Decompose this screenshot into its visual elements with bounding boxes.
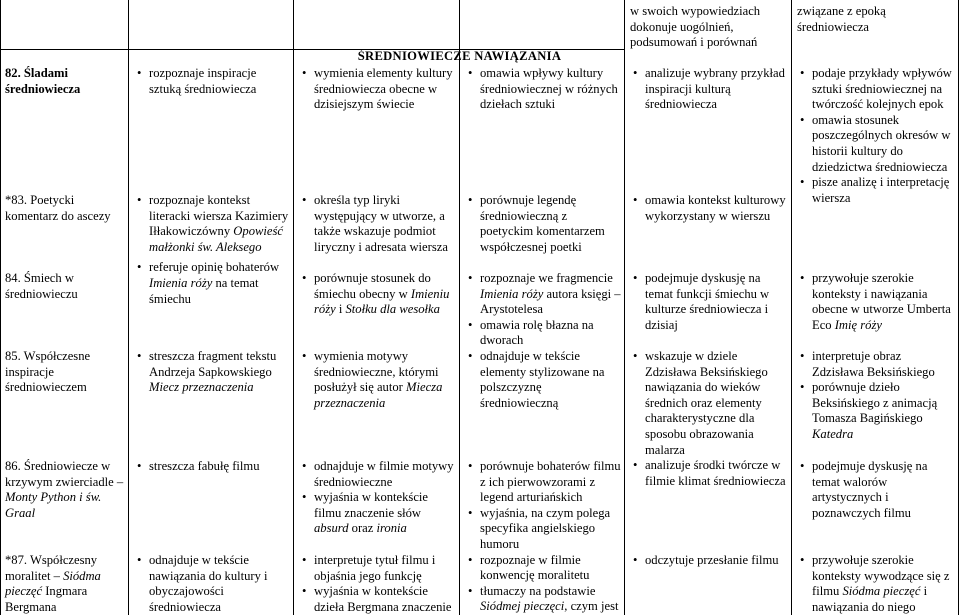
list-item: • wymienia motywy średniowieczne, którymi posłużył się autor Miecza przeznaczenia <box>299 349 455 411</box>
col4-r84-85 <box>465 271 621 411</box>
table-border-right <box>958 0 959 615</box>
row-divider <box>0 49 128 50</box>
col5-r87 <box>630 553 788 569</box>
topic-85: 85. Współczesne inspiracje średniowieczem <box>5 349 91 395</box>
list-item: • wskazuje w dziele Zdzisława Beksińskiego nawiązania do wieków średnich oraz elementy charakterystyczne dla sposobu obrazowania malarza <box>630 349 788 458</box>
list-item: • porównuje stosunek do śmiechu obecny w Imieniu róży i Stołku dla wesołka <box>299 271 455 318</box>
col3-r83 <box>299 193 455 255</box>
list-item: • pisze analizę i interpretację wiersza <box>797 175 955 206</box>
col6-r87 <box>797 553 955 615</box>
column-divider <box>128 0 129 615</box>
col6-r86 <box>797 459 955 521</box>
list-item: • odnajduje w tekście elementy stylizowane na polszczyznę średniowieczną <box>465 349 621 411</box>
list-item: • streszcza fragment tekstu Andrzeja Sapkowskiego Miecz przeznaczenia <box>134 349 289 396</box>
col2-r82 <box>134 66 289 97</box>
col4-r82 <box>465 66 621 113</box>
topic-84: 84. Śmiech w średniowieczu <box>5 271 78 301</box>
col5-r82 <box>630 66 788 113</box>
col2-r85 <box>134 349 289 396</box>
list-item: • analizuje środki twórcze w filmie klimat średniowiecza <box>630 458 788 489</box>
topic-87: *87. Współczesny moralitet – Siódma pieczęć Ingmara Bergmana <box>5 553 101 614</box>
section-heading: ŚREDNIOWIECZE NAWIĄZANIA <box>357 49 562 63</box>
list-item: • analizuje wybrany przykład inspiracji kulturą średniowiecza <box>630 66 788 113</box>
list-item: • podejmuje dyskusję na temat walorów artystycznych i poznawczych filmu <box>797 459 955 521</box>
col5-intro: w swoich wypowiedziach dokonuje uogólnień, podsumowań i porównań <box>630 4 761 50</box>
column-divider <box>293 0 294 615</box>
col5-r84 <box>630 271 788 333</box>
list-item: • porównuje bohaterów filmu z ich pierwowzorami z legend arturiańskich <box>465 459 621 506</box>
col2-r86 <box>134 459 289 475</box>
list-item: • rozpoznaje w filmie konwencję moralitetu <box>465 553 621 584</box>
topic-82: 82. Śladami średniowiecza <box>5 66 81 96</box>
list-item: • rozpoznaje kontekst literacki wiersza Kazimiery Iłłakowiczówny Opowieść małżonki św. Aleksego <box>134 193 289 255</box>
list-item: • odnajduje w tekście nawiązania do kultury i obyczajowości średniowiecza <box>134 553 289 615</box>
col3-r82 <box>299 66 455 113</box>
list-item: • rozpoznaje inspiracje sztuką średniowiecza <box>134 66 289 97</box>
list-item: • omawia rolę błazna na dworach <box>465 318 621 349</box>
col4-r86-87 <box>465 459 621 615</box>
col6-r85 <box>797 349 955 443</box>
list-item: • porównuje legendę średniowieczną z poetyckim komentarzem współczesnej poetki <box>465 193 621 255</box>
list-item: • wymienia elementy kultury średniowiecza obecne w dzisiejszym świecie <box>299 66 455 113</box>
list-item: • podaje przykłady wpływów sztuki średniowiecznej na twórczość kolejnych epok <box>797 66 955 113</box>
list-item: • określa typ liryki występujący w utworze, a także wskazuje podmiot liryczny i adresata wiersza <box>299 193 455 255</box>
list-item: • omawia wpływy kultury średniowiecznej w różnych dziełach sztuki <box>465 66 621 113</box>
list-item: • wyjaśnia w kontekście dzieła Bergmana znaczenie <box>299 584 455 615</box>
list-item: • odczytuje przesłanie filmu <box>630 553 788 569</box>
col6-intro: związane z epoką średniowiecza <box>797 4 886 34</box>
list-item: • referuje opinię bohaterów Imienia róży na temat śmiechu <box>134 260 289 307</box>
col3-r86 <box>299 459 455 537</box>
topic-86: 86. Średniowiecze w krzywym zwierciadle – Monty Python i św. Graal <box>5 459 124 520</box>
list-item: • rozpoznaje we fragmencie Imienia róży autora księgi – Arystotelesa <box>465 271 621 318</box>
column-divider <box>459 0 460 615</box>
column-divider <box>624 0 625 615</box>
column-divider <box>791 0 792 615</box>
list-item: • tłumaczy na podstawie Siódmej pieczęci, czym jest <box>465 584 621 615</box>
col6-r82 <box>797 66 955 206</box>
list-item: • wyjaśnia, na czym polega specyfika angielskiego humoru <box>465 506 621 553</box>
list-item: • streszcza fabułę filmu <box>134 459 289 475</box>
list-item: • wyjaśnia w kontekście filmu znaczenie słów absurd oraz ironia <box>299 490 455 537</box>
col5-r83 <box>630 193 788 224</box>
col5-r85 <box>630 349 788 489</box>
list-item: • odnajduje w filmie motywy średniowieczne <box>299 459 455 490</box>
col2-r83-84 <box>134 193 289 307</box>
list-item: • podejmuje dyskusję na temat funkcji śmiechu w kulturze średniowiecza i dzisiaj <box>630 271 788 333</box>
col3-r84 <box>299 271 455 318</box>
list-item: • interpretuje tytuł filmu i objaśnia jego funkcję <box>299 553 455 584</box>
list-item: • przywołuje szerokie konteksty i nawiązania obecne w utworze Umberta Eco Imię róży <box>797 271 955 333</box>
list-item: • interpretuje obraz Zdzisława Beksińskiego <box>797 349 955 380</box>
col3-r85 <box>299 349 455 411</box>
col3-r87 <box>299 553 455 615</box>
col2-r87 <box>134 553 289 615</box>
col6-r84 <box>797 271 955 333</box>
topic-83: *83. Poetycki komentarz do ascezy <box>5 193 111 223</box>
list-item: • przywołuje szerokie konteksty wywodzące się z filmu Siódma pieczęć i nawiązania do niego <box>797 553 955 615</box>
table-border-left <box>0 0 1 615</box>
list-item: • omawia stosunek poszczególnych okresów w historii kultury do dziedzictwa średniowiecza <box>797 113 955 175</box>
col4-r83 <box>465 193 621 255</box>
list-item: • porównuje dzieło Beksińskiego z animacją Tomasza Bagińskiego Katedra <box>797 380 955 442</box>
list-item: • omawia kontekst kulturowy wykorzystany w wierszu <box>630 193 788 224</box>
